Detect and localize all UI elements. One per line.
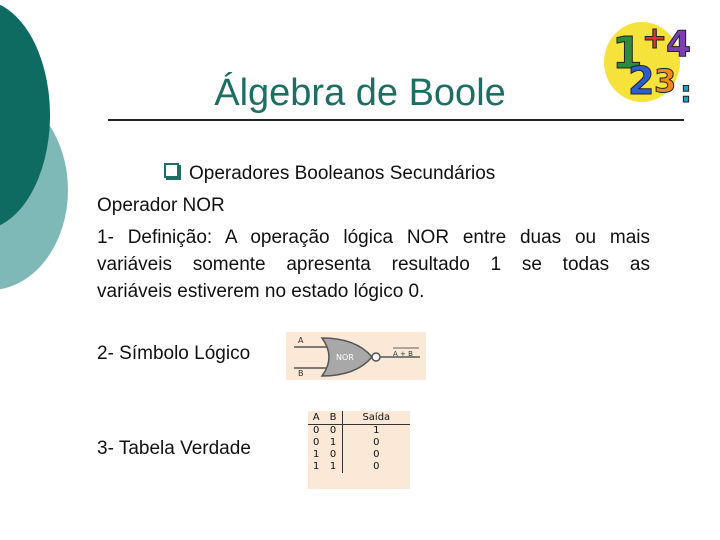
gate-output-label: A + B: [393, 350, 413, 358]
definition-line-3: variáveis estiverem no estado lógico 0.: [97, 281, 425, 302]
title-underline: [108, 119, 684, 121]
table-row: [308, 425, 410, 438]
table-row: [308, 437, 410, 449]
table-cell: 0: [329, 425, 337, 436]
bullet-text: Operadores Booleanos Secundários: [189, 163, 496, 184]
clipart-digit: 1: [612, 28, 643, 79]
table-header-row: [308, 411, 410, 425]
gate-input-b-label: B: [298, 369, 304, 378]
nor-gate-diagram: [286, 332, 426, 380]
truth-table-box: [308, 411, 410, 489]
table-cell: 0: [342, 449, 410, 461]
gate-inversion-bubble: [372, 353, 380, 361]
table-cell: 0: [329, 449, 337, 460]
bullet-item: [164, 163, 495, 185]
table-cell: 0: [313, 437, 320, 448]
nor-gate-svg: [286, 332, 426, 380]
table-header-a: A: [308, 411, 324, 425]
clipart-digit: :: [680, 75, 692, 110]
table-cell: 1: [329, 437, 337, 448]
slide-title: Álgebra de Boole: [214, 72, 506, 114]
operator-heading: Operador NOR: [97, 195, 225, 216]
table-cell: 0: [342, 461, 410, 473]
definition-line-2: variáveis somente apresenta resultado 1 se todas as: [97, 254, 650, 275]
table-row: [308, 449, 410, 461]
table-header-output: Saída: [342, 411, 410, 425]
clipart-digit: 3: [654, 62, 677, 100]
table-cell: 1: [329, 461, 337, 472]
gate-input-a-label: A: [298, 336, 304, 345]
clipart-digit: +: [642, 21, 668, 56]
numbers-clipart: [600, 10, 700, 110]
checkbox-bullet-icon: [164, 163, 179, 178]
clipart-digit: 4: [666, 24, 692, 65]
table-cell: 0: [313, 425, 320, 436]
symbol-label: 2- Símbolo Lógico: [97, 343, 251, 364]
table-header-b: B: [324, 411, 342, 425]
gate-body-label: NOR: [336, 353, 354, 362]
table-label: 3- Tabela Verdade: [97, 438, 251, 459]
table-cell: 0: [342, 437, 410, 449]
truth-table: [308, 411, 410, 473]
table-cell: 1: [313, 449, 320, 460]
definition-line-1: 1- Definição: A operação lógica NOR entre duas ou mais: [97, 227, 650, 248]
table-cell: 1: [313, 461, 320, 472]
clipart-digit: 2: [628, 59, 655, 103]
table-cell: 1: [342, 425, 410, 438]
table-row: [308, 461, 410, 473]
